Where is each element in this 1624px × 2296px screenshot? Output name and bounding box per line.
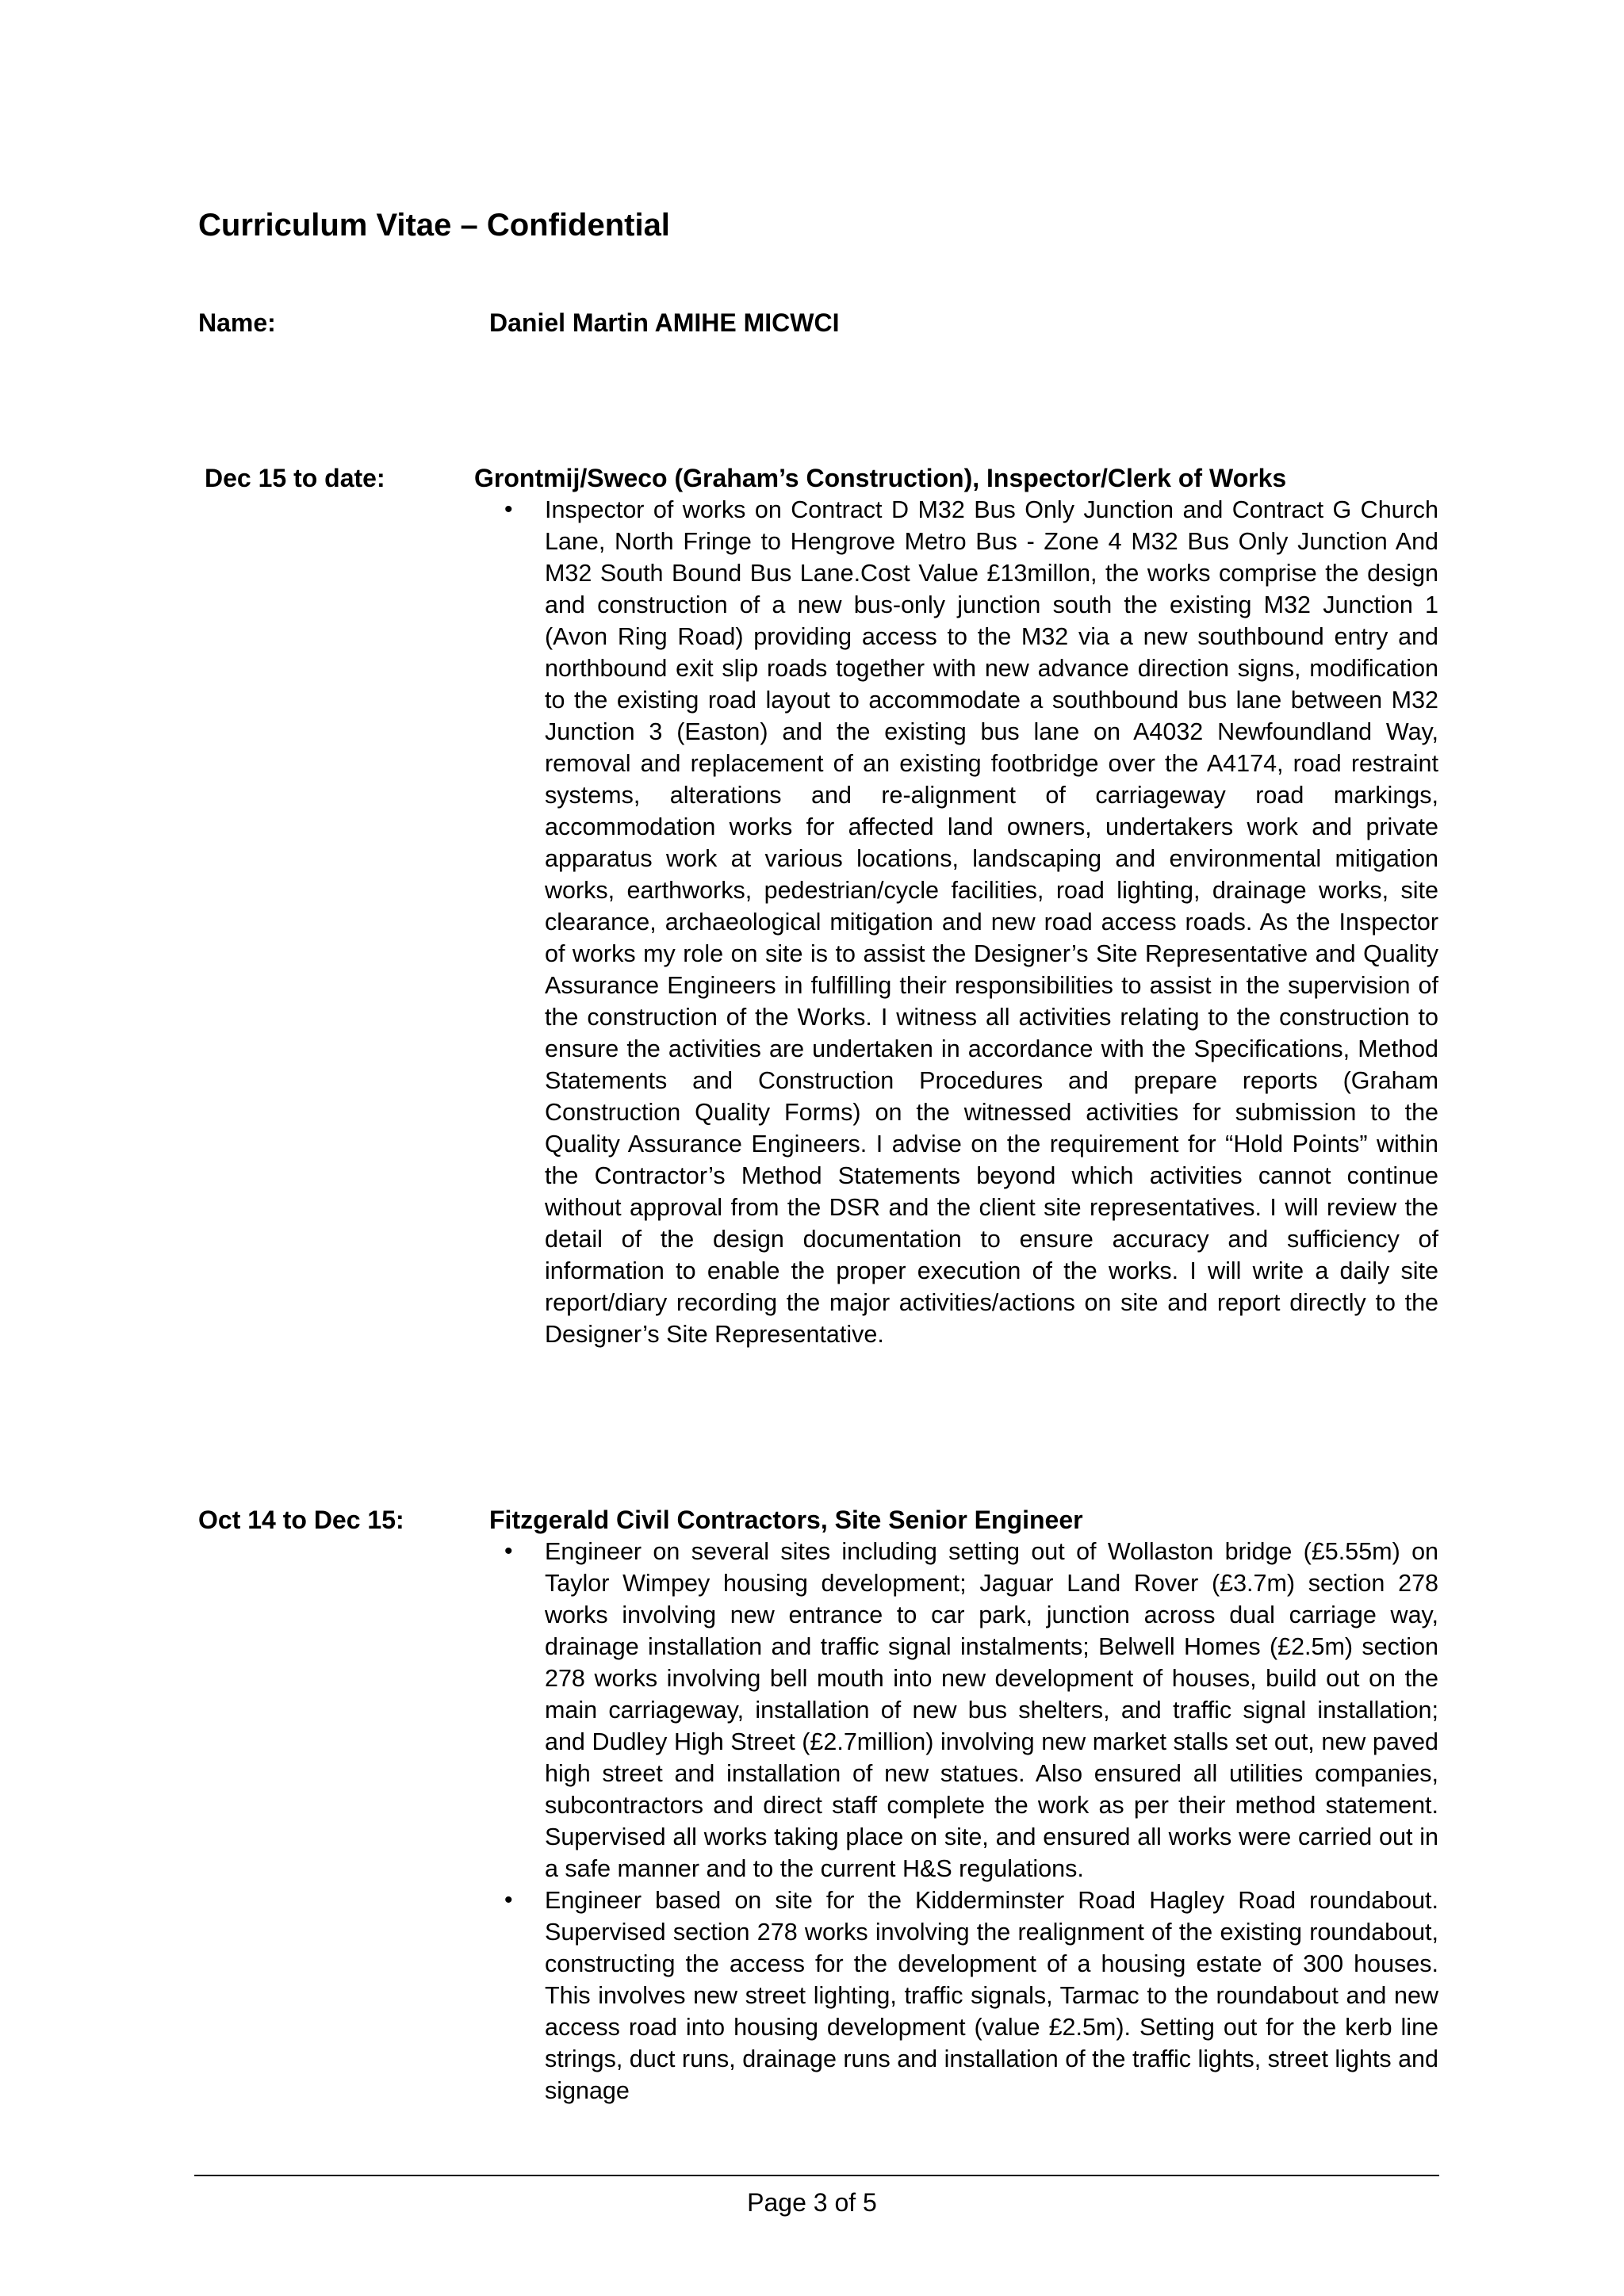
entry-bullet-list — [494, 1536, 1438, 2107]
entry-heading: Fitzgerald Civil Contractors, Site Senior Engineer — [489, 1506, 1083, 1534]
bullet-icon: • — [504, 1887, 513, 1913]
footer-divider — [194, 2175, 1439, 2176]
entry-heading: Grontmij/Sweco (Graham’s Construction), Inspector/Clerk of Works — [474, 464, 1287, 492]
entry-bullet-list — [494, 494, 1438, 1350]
bullet-text: Engineer based on site for the Kidderminster Road Hagley Road roundabout. Supervised section 278 works involving the realignment of the existing roundabout, constructing the access for the development of a housing estate of 300 houses. This involves new street lighting, traffic signals, Tarmac to the roundabout and new access road into housing development (value £2.5m). Setting out for the kerb line strings, duct runs, drainage runs and installation of the traffic lights, street lights and signage — [545, 1887, 1438, 2104]
document-title: Curriculum Vitae – Confidential — [198, 208, 670, 243]
list-item — [494, 1885, 1438, 2107]
name-value: Daniel Martin AMIHE MICWCI — [489, 308, 840, 337]
entry-date: Dec 15 to date: — [205, 464, 385, 492]
bullet-text: Inspector of works on Contract D M32 Bus Only Junction and Contract G Church Lane, North Fringe to Hengrove Metro Bus - Zone 4 M32 Bus Only Junction And M32 South Bound Bus Lane.Cost Value £13millon, the works comprise the design and construction of a new bus-only junction south the existing M32 Junction 1 (Avon Ring Road) providing access to the M32 via a new southbound entry and northbound exit slip roads together with new advance direction signs, modification to the existing road layout to accommodate a southbound bus lane between M32 Junction 3 (Easton) and the existing bus lane on A4032 Newfoundland Way, removal and replacement of an existing footbridge over the A4174, road restraint systems, alterations and re-alignment of carriageway road markings, accommodation works for affected land owners, undertakers work and private apparatus work at various locations, landscaping and environmental mitigation works, earthworks, pedestrian/cycle facilities, road lighting, drainage works, site clearance, archaeological mitigation and new road access roads. As the Inspector of works my role on site is to assist the Designer’s Site Representative and Quality Assurance Engineers in fulfilling their responsibilities to assist in the supervision of the construction of the Works. I witness all activities relating to the construction to ensure the activities are undertaken in accordance with the Specifications, Method Statements and Construction Procedures and prepare reports (Graham Construction Quality Forms) on the witnessed activities for submission to the Quality Assurance Engineers. I advise on the requirement for “Hold Points” within the Contractor’s Method Statements beyond which activities cannot continue without approval from the DSR and the client site representatives. I will review the detail of the design documentation to ensure accuracy and sufficiency of information to enable the proper execution of the works. I will write a daily site report/diary recording the major activities/actions on site and report directly to the Designer’s Site Representative. — [545, 496, 1438, 1348]
list-item — [494, 1536, 1438, 1885]
list-item — [494, 494, 1438, 1350]
page-number: Page 3 of 5 — [747, 2188, 877, 2217]
bullet-icon: • — [504, 1538, 513, 1564]
entry-date: Oct 14 to Dec 15: — [198, 1506, 404, 1534]
name-label: Name: — [198, 308, 276, 337]
bullet-text: Engineer on several sites including setting out of Wollaston bridge (£5.55m) on Taylor Wimpey housing development; Jaguar Land Rover (£3.7m) section 278 works involving new entrance to car park, junction across dual carriage way, drainage installation and traffic signal instalments; Belwell Homes (£2.5m) section 278 works involving bell mouth into new development of houses, build out on the main carriageway, installation of new bus shelters, and traffic signal installation; and Dudley High Street (£2.7million) involving new market stalls set out, new paved high street and installation of new statues. Also ensured all utilities companies, subcontractors and direct staff complete the work as per their method statement. Supervised all works taking place on site, and ensured all works were carried out in a safe manner and to the current H&S regulations. — [545, 1538, 1438, 1882]
bullet-icon: • — [504, 496, 513, 522]
